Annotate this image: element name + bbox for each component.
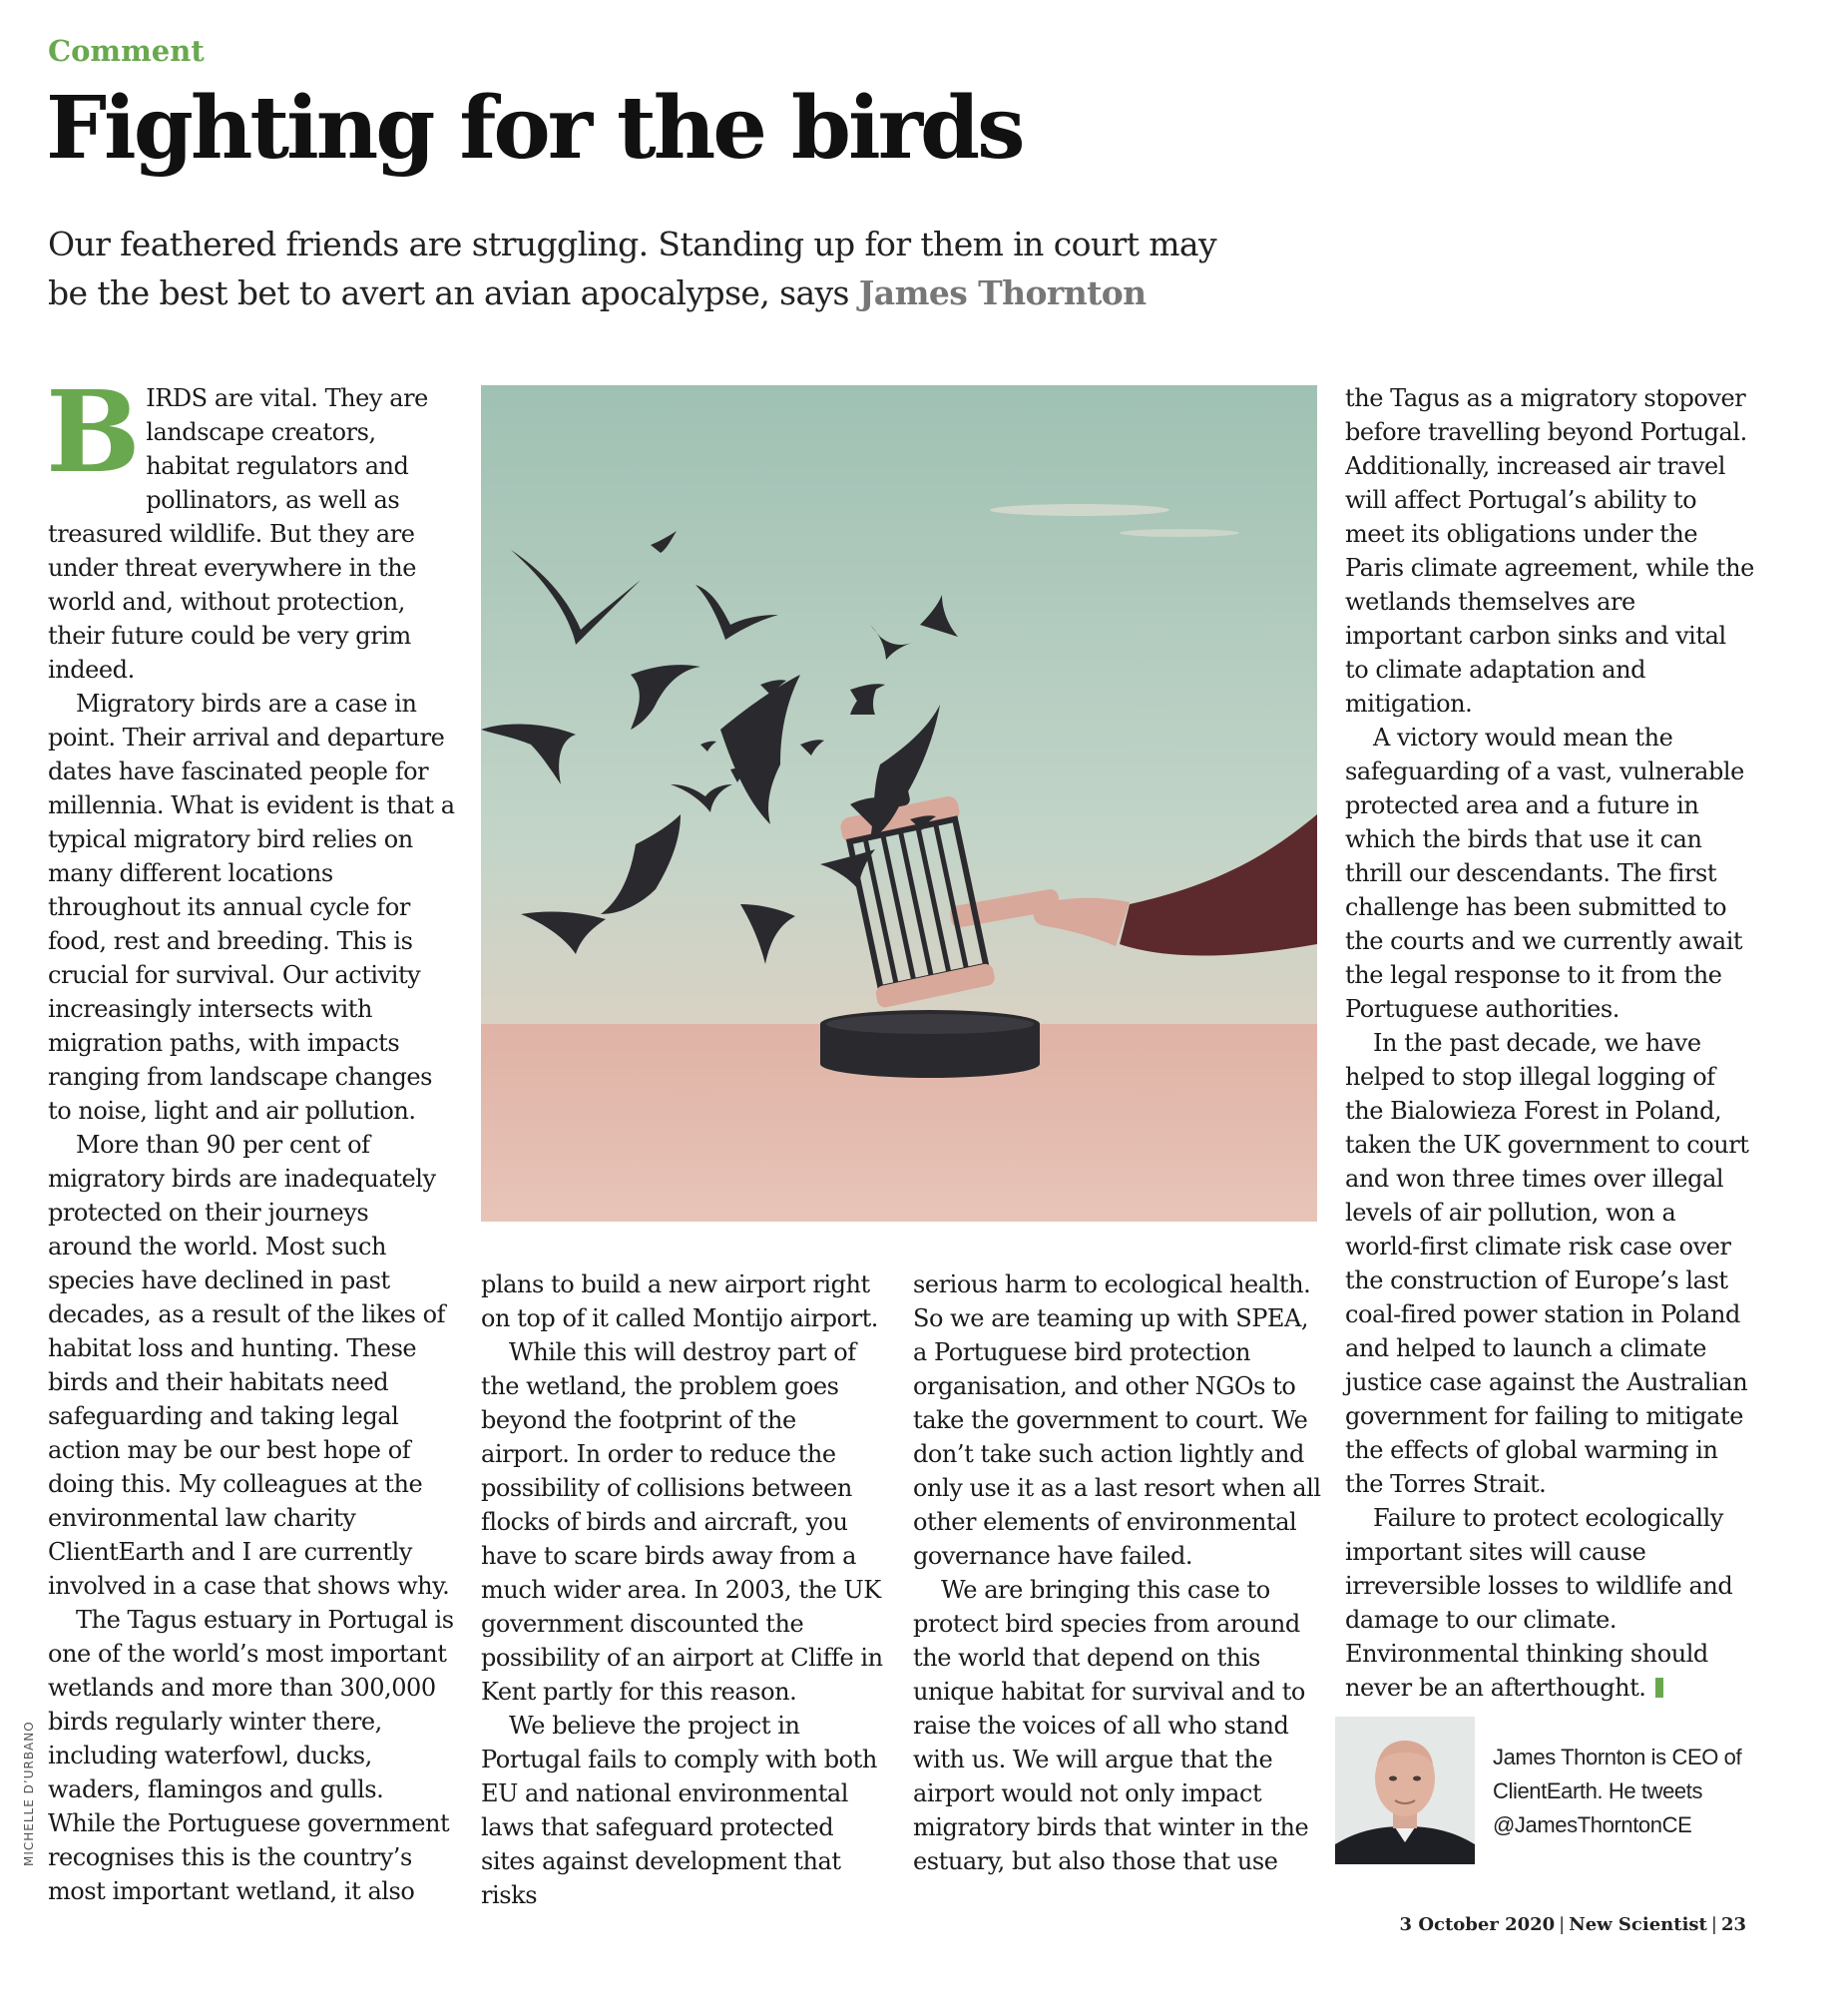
- page-footer: 3 October 2020 | New Scientist | 23: [1399, 1914, 1746, 1935]
- illustration: [481, 385, 1317, 1222]
- paragraph: [46, 367, 457, 687]
- paragraph: serious harm to ecological health. So we are teaming up with SPEA, a Portuguese bird protection organisation, and other NGOs to take the government to court. We don’t take such action lightly and only use it as a last resort when all other elements of environmental governance have failed.: [913, 1270, 1321, 1570]
- page-number: 23: [1720, 1914, 1746, 1935]
- author-name: James Thornton: [858, 273, 1147, 312]
- gavel-cage-birds-illustration: [481, 385, 1317, 1222]
- section-label: Comment: [48, 34, 205, 68]
- paragraph-text: IRDS are vital. They are landscape creators, habitat regulators and pollinators, as well as treasured wildlife. But they are under threat everywhere in the world and, without protection, their future could be very grim indeed.: [48, 384, 428, 684]
- paragraph: The Tagus estuary in Portugal is one of the world’s most important wetlands and more than 300,000 birds regularly winter there, including waterfowl, ducks, waders, flamingos and gulls. While the Portuguese government recognises this is the country’s most important wetland, it also: [48, 1606, 454, 1905]
- article-column-4: [1345, 381, 1754, 1705]
- paragraph: While this will destroy part of the wetland, the problem goes beyond the footprint of the airport. In order to reduce the possibility of collisions between flocks of birds and aircraft, you have to scare birds away from a much wider area. In 2003, the UK government discounted the possibility of an airport at Cliffe in Kent partly for this reason.: [481, 1338, 883, 1706]
- headline: Fighting for the birds: [46, 78, 1023, 179]
- end-mark: [1655, 1678, 1663, 1698]
- paragraph: plans to build a new airport right on top of it called Montijo airport.: [481, 1270, 878, 1332]
- author-photo: [1335, 1717, 1475, 1864]
- paragraph: We are bringing this case to protect bird species from around the world that depend on this unique habitat for survival and to raise the voices of all who stand with us. We will argue that the airport would not only impact migratory birds that winter in the estuary, but also those that use: [913, 1576, 1309, 1875]
- paragraph-text: Failure to protect ecologically important sites will cause irreversible losses to wildlife and damage to our climate. Environmental thinking should never be an afterthought.: [1345, 1504, 1733, 1702]
- publication-name: New Scientist: [1569, 1914, 1707, 1935]
- standfirst-text: Our feathered friends are struggling. Standing up for them in court may be the best bet to avert an avian apocalypse, says: [48, 225, 1217, 312]
- paragraph: [1345, 1501, 1754, 1705]
- article-column-3: [913, 1267, 1322, 1878]
- drop-cap: B: [46, 367, 141, 498]
- article-column-2: [481, 1267, 890, 1912]
- paragraph: A victory would mean the safeguarding of a vast, vulnerable protected area and a future in which the birds that use it can thrill our descendants. The first challenge has been submitted to the courts and we currently await the legal response to it from the Portuguese authorities.: [1345, 724, 1744, 1023]
- paragraph: In the past decade, we have helped to stop illegal logging of the Bialowieza Forest in Poland, taken the UK government to court and won three times over illegal levels of air pollution, won a world-first climate risk case over the construction of Europe’s last coal-fired power station in Poland and helped to launch a climate justice case against the Australian government for failing to mitigate the effects of global warming in the Torres Strait.: [1345, 1029, 1749, 1498]
- author-bio: James Thornton is CEO of ClientEarth. He tweets @JamesThorntonCE: [1493, 1745, 1742, 1837]
- issue-date: 3 October 2020: [1399, 1914, 1556, 1935]
- author-portrait: [1335, 1717, 1475, 1864]
- standfirst: [48, 220, 1245, 317]
- paragraph: Migratory birds are a case in point. Their arrival and departure dates have fascinated people for millennia. What is evident is that a typical migratory bird relies on many different locations throughout its annual cycle for food, rest and breeding. This is crucial for survival. Our activity increasingly intersects with migration paths, with impacts ranging from landscape changes to noise, light and air pollution.: [48, 690, 455, 1125]
- paragraph: We believe the project in Portugal fails to comply with both EU and national environmental laws that safeguard protected sites against development that risks: [481, 1712, 877, 1909]
- paragraph: the Tagus as a migratory stopover before travelling beyond Portugal. Additionally, increased air travel will affect Portugal’s ability to meet its obligations under the Paris climate agreement, while the wetlands themselves are important carbon sinks and vital to climate adaptation and mitigation.: [1345, 384, 1754, 718]
- article-column-1: [46, 367, 457, 1908]
- illustration-credit: MICHELLE D’URBANO: [22, 1721, 36, 1866]
- paragraph: More than 90 per cent of migratory birds are inadequately protected on their journeys around the world. Most such species have declined in past decades, as a result of the likes of habitat loss and hunting. These birds and their habitats need safeguarding and taking legal action may be our best hope of doing this. My colleagues at the environmental law charity ClientEarth and I are currently involved in a case that shows why.: [48, 1131, 450, 1600]
